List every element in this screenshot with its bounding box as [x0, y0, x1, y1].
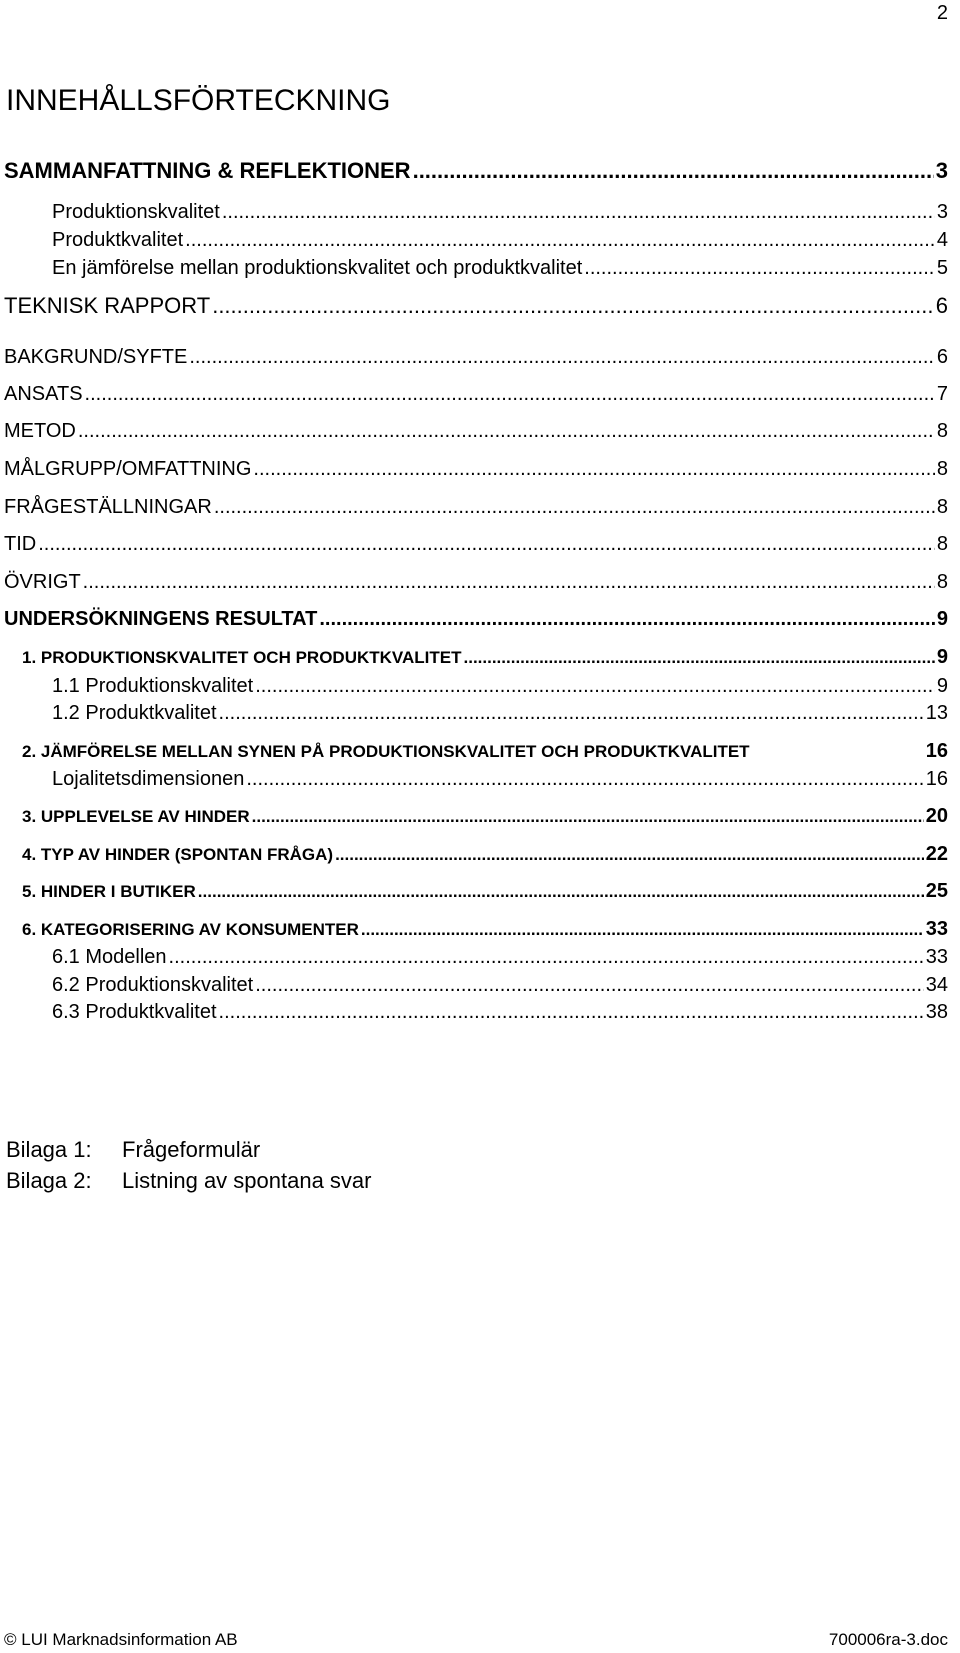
toc-entry-label: 6.2 Produktionskvalitet [52, 974, 254, 996]
toc-entry [52, 946, 948, 969]
toc-entry-page: 8 [936, 420, 948, 442]
dot-leader [198, 882, 924, 902]
dot-leader [185, 229, 935, 252]
dot-leader [252, 807, 924, 827]
dot-leader [212, 293, 934, 319]
toc-entry-page: 8 [936, 458, 948, 480]
toc-entry-label: 1. PRODUKTIONSKVALITET OCH PRODUKTKVALITET [22, 648, 462, 667]
toc-entry [52, 974, 948, 997]
toc-entry-label: TID [4, 533, 37, 555]
toc-entry [4, 496, 948, 519]
dot-leader [85, 383, 935, 406]
toc-entry-label: BAKGRUND/SYFTE [4, 346, 188, 368]
footer-filename: 700006ra-3.doc [828, 1630, 948, 1649]
toc-entry [52, 702, 948, 725]
toc-entry-label: 1.2 Produktkvalitet [52, 702, 217, 724]
dot-leader [83, 571, 935, 594]
toc-entry-label: 3. UPPLEVELSE AV HINDER [22, 807, 250, 826]
toc-entry [4, 458, 948, 481]
toc-entry-label: MÅLGRUPP/OMFATTNING [4, 458, 252, 480]
dot-leader [335, 845, 924, 865]
dot-leader [253, 458, 934, 481]
dot-leader [78, 420, 935, 443]
toc-entry [52, 201, 948, 224]
toc-entry [52, 675, 948, 698]
toc-entry-page: 6 [936, 346, 948, 368]
toc-entry-page: 9 [936, 675, 948, 697]
toc-entry [4, 346, 948, 369]
toc-entry-label: FRÅGESTÄLLNINGAR [4, 496, 212, 518]
toc-entry [4, 608, 948, 631]
toc-entry-page: 8 [936, 571, 948, 593]
toc-entry-label: En jämförelse mellan produktionskvalitet och produktkvalitet [52, 257, 583, 279]
toc-entry-label: 6.3 Produktkvalitet [52, 1001, 217, 1023]
toc-entry-page: 3 [935, 158, 948, 183]
toc-entry-label: 2. JÄMFÖRELSE MELLAN SYNEN PÅ PRODUKTIONSKVALITET OCH PRODUKTKVALITET [22, 742, 750, 761]
toc-entry-page: 16 [925, 740, 948, 762]
dot-leader [361, 920, 924, 940]
dot-leader [413, 158, 934, 184]
toc-entry-page: 33 [925, 946, 948, 968]
toc-entry [4, 571, 948, 594]
toc-entry-label: TEKNISK RAPPORT [4, 293, 211, 318]
dot-leader [246, 768, 923, 791]
toc-entry-page: 3 [936, 201, 948, 223]
dot-leader [255, 974, 924, 997]
toc-entry [22, 918, 948, 941]
toc-entry-label: Produktionskvalitet [52, 201, 220, 223]
toc-entry-page: 33 [925, 918, 948, 940]
toc-entry-page: 9 [936, 646, 948, 668]
toc-entry [22, 740, 948, 763]
toc-entry-label: 1.1 Produktionskvalitet [52, 675, 254, 697]
toc-entry-page: 34 [925, 974, 948, 996]
appendix-label: Bilaga 2: [6, 1168, 92, 1193]
appendix-title: Frågeformulär [122, 1137, 261, 1162]
toc-title: INNEHÅLLSFÖRTECKNING [6, 84, 391, 117]
toc-entry [22, 880, 948, 903]
toc-entry [22, 843, 948, 866]
toc-entry-label: Produktkvalitet [52, 229, 184, 251]
toc-entry-page: 16 [925, 768, 948, 790]
dot-leader [214, 496, 935, 519]
toc-entry [22, 805, 948, 828]
toc-entry-label: Lojalitetsdimensionen [52, 768, 245, 790]
dot-leader [38, 533, 935, 556]
toc-entry-label: ANSATS [4, 383, 83, 405]
toc-entry [4, 383, 948, 406]
toc-entry [22, 646, 948, 669]
dot-leader [222, 201, 935, 224]
dot-leader [584, 257, 935, 280]
dot-leader [319, 608, 935, 631]
toc-entry-page: 25 [925, 880, 948, 902]
toc-entry-page: 8 [936, 496, 948, 518]
toc-entry [52, 768, 948, 791]
page-number: 2 [936, 2, 948, 24]
toc-entry-label: 4. TYP AV HINDER (SPONTAN FRÅGA) [22, 845, 334, 864]
toc-entry [52, 257, 948, 280]
toc-entry-label: METOD [4, 420, 76, 442]
toc-entry [4, 420, 948, 443]
toc-entry-page: 20 [925, 805, 948, 827]
toc-entry-label: 6.1 Modellen [52, 946, 167, 968]
toc-entry [4, 158, 948, 184]
toc-entry-page: 6 [935, 293, 948, 318]
toc-entry-label: 5. HINDER I BUTIKER [22, 882, 196, 901]
toc-entry-label: 6. KATEGORISERING AV KONSUMENTER [22, 920, 359, 939]
toc-entry [52, 1001, 948, 1024]
toc-entry-label: UNDERSÖKNINGENS RESULTAT [4, 608, 318, 630]
toc-entry-page: 4 [936, 229, 948, 251]
dot-leader [169, 946, 924, 969]
dot-leader [255, 675, 935, 698]
dot-leader [189, 346, 935, 369]
toc-entry-label: ÖVRIGT [4, 571, 81, 593]
dot-leader [219, 1001, 924, 1024]
toc-entry [4, 293, 948, 319]
appendix-1 [6, 1137, 260, 1163]
toc-entry-page: 8 [936, 533, 948, 555]
toc-entry-page: 7 [936, 383, 948, 405]
toc-entry-page: 38 [925, 1001, 948, 1023]
appendix-label: Bilaga 1: [6, 1137, 92, 1162]
toc-entry-page: 22 [925, 843, 948, 865]
toc-entry [4, 533, 948, 556]
toc-entry-page: 9 [936, 608, 948, 630]
appendix-2 [6, 1168, 372, 1194]
toc-entry [52, 229, 948, 252]
toc-entry-label: SAMMANFATTNING & REFLEKTIONER [4, 158, 411, 183]
toc-entry-page: 5 [936, 257, 948, 279]
toc-entry-page: 13 [925, 702, 948, 724]
dot-leader [219, 702, 924, 725]
dot-leader [464, 648, 935, 668]
footer-copyright: © LUI Marknadsinformation AB [4, 1630, 238, 1649]
appendix-title: Listning av spontana svar [122, 1168, 372, 1193]
